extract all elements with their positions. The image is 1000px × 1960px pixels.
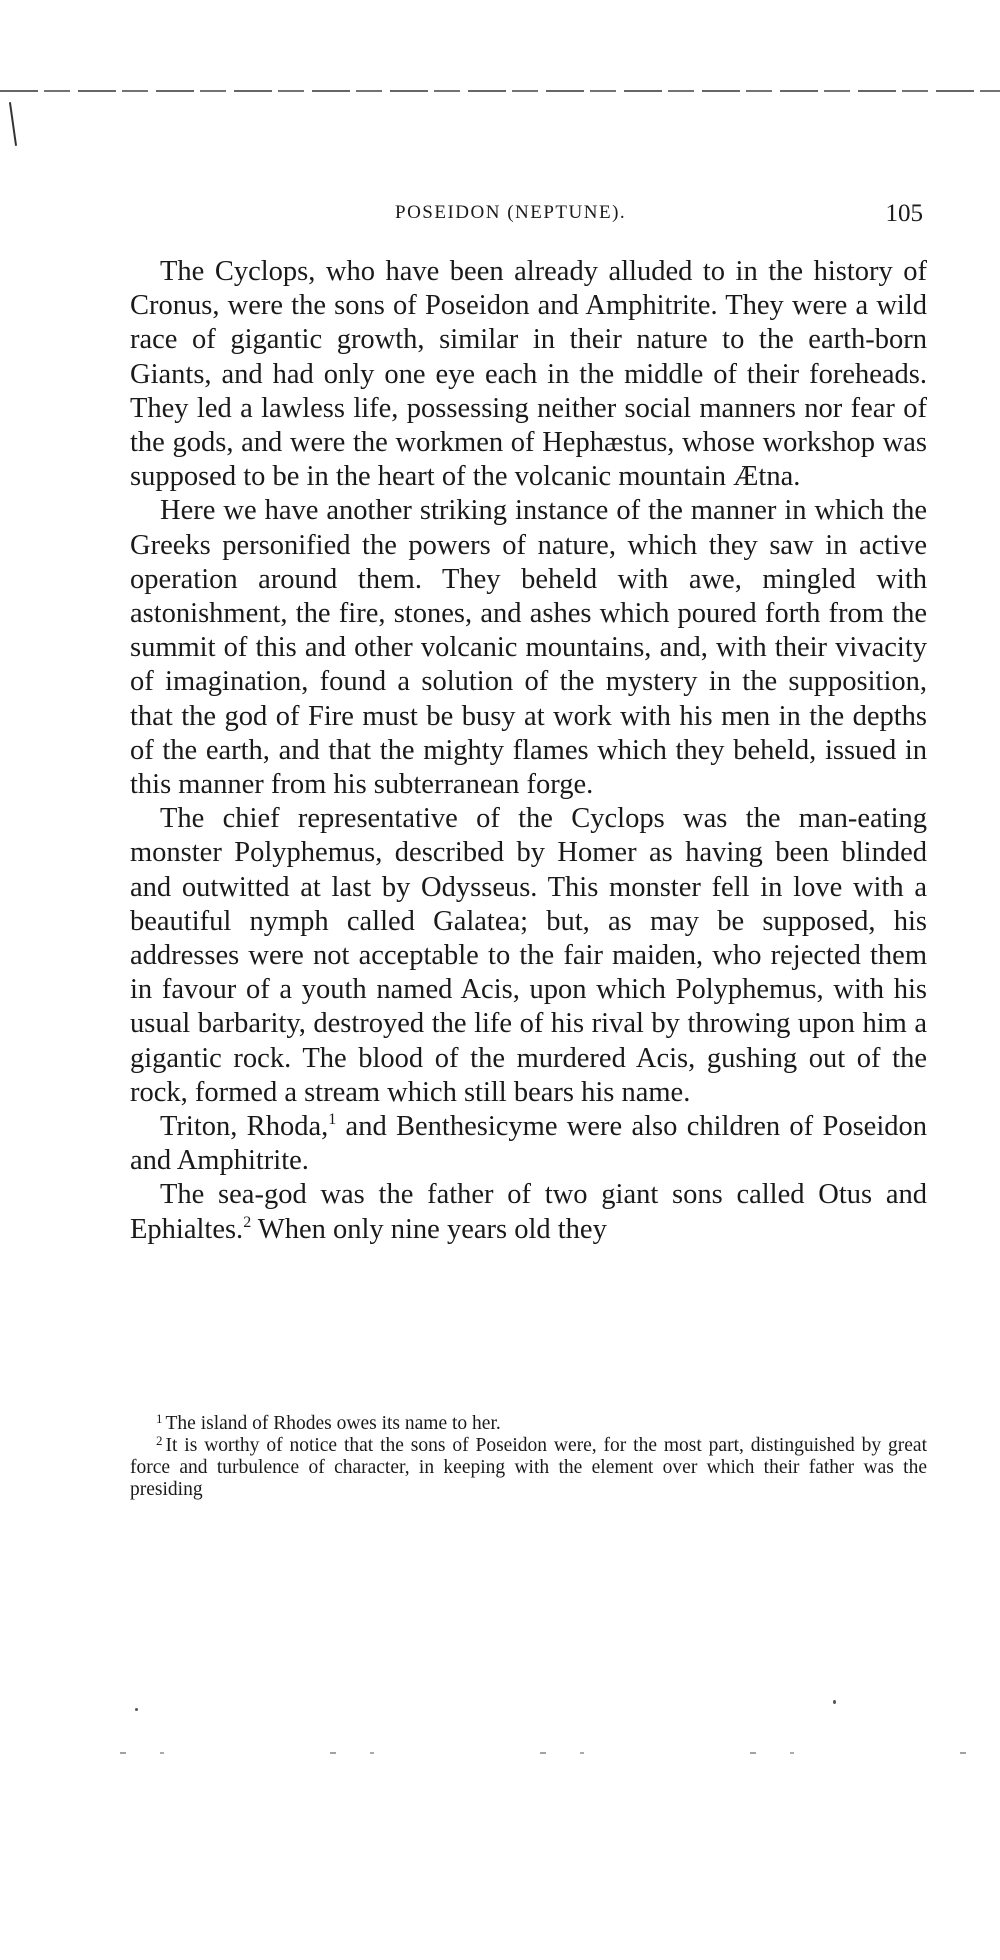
footnote-reference-2: 2 [243, 1213, 252, 1231]
scan-edge-specks [0, 1752, 1000, 1754]
scan-speck [833, 1700, 836, 1704]
paragraph-sea-god [130, 1178, 927, 1246]
footnote-2 [130, 1435, 927, 1501]
paragraph-sea-god-text: The sea-god was the father of two giant sons called Otus and Ephialtes. [130, 1179, 927, 1245]
footnote-reference-1: 1 [328, 1111, 337, 1129]
paragraph-greeks-nature: Here we have another striking instance of the manner in which the Greeks personified the powers of nature, which they saw in active operation around them. They beheld with awe, mingled with astonishment, the fire, stones, and ashes which poured forth from the summit of this and other volcanic mountains, and, with their vivacity of imagination, found a solution of the mystery in the supposition, that the god of Fire must be busy at work with his men in the depths of the earth, and that the mighty flames which they beheld, issued in this manner from his subterranean forge. [130, 495, 927, 801]
paragraph-sea-god-text-end: When only nine years old they [251, 1213, 607, 1245]
paragraph-polyphemus: The chief representative of the Cyclops was the man-eating monster Polyphemus, described by Homer as having been blinded and outwitted at last by Odysseus. This monster fell in love with a beautiful nymph called Galatea; but, as may be supposed, his addresses were not acceptable to the fair maiden, who rejected them in favour of a youth named Acis, upon which Polyphemus, with his usual barbarity, destroyed the life of his rival by throwing upon him a gigantic rock. The blood of the murdered Acis, gushing out of the rock, formed a stream which still bears his name. [130, 803, 927, 1108]
paragraph-triton-text-end: and Benthesicyme were also children of Poseidon and Amphitrite. [130, 1111, 927, 1177]
footnote-1-text: The island of Rhodes owes its name to her. [165, 1413, 501, 1434]
page-title: POSEIDON (NEPTUNE). [395, 202, 627, 223]
footnotes [130, 1413, 927, 1501]
scan-margin-mark [9, 102, 17, 146]
footnote-2-text: It is worthy of notice that the sons of Poseidon were, for the most part, distinguished by great force and turbulence of character, in keeping with the element over which their father was the presiding [130, 1435, 927, 1500]
page-number: 105 [885, 200, 923, 227]
body-text [130, 255, 927, 1247]
footnote-1 [130, 1413, 927, 1435]
scan-speck [135, 1708, 138, 1711]
footnote-mark-2: 2 [156, 1433, 163, 1448]
scan-edge-rule [0, 90, 1000, 92]
paragraph-triton [130, 1110, 927, 1178]
running-head [135, 200, 935, 234]
footnote-mark-1: 1 [156, 1411, 163, 1426]
paragraph-cyclops: The Cyclops, who have been already alluded to in the history of Cronus, were the sons of Poseidon and Amphitrite. They were a wild race of gigantic growth, similar in their nature to the earth-born Giants, and had only one eye each in the middle of their foreheads. They led a lawless life, possessing neither social manners nor fear of the gods, and were the workmen of Hephæstus, whose workshop was supposed to be in the heart of the volcanic mountain Ætna. [130, 256, 927, 493]
paragraph-triton-text: Triton, Rhoda, [160, 1111, 329, 1143]
